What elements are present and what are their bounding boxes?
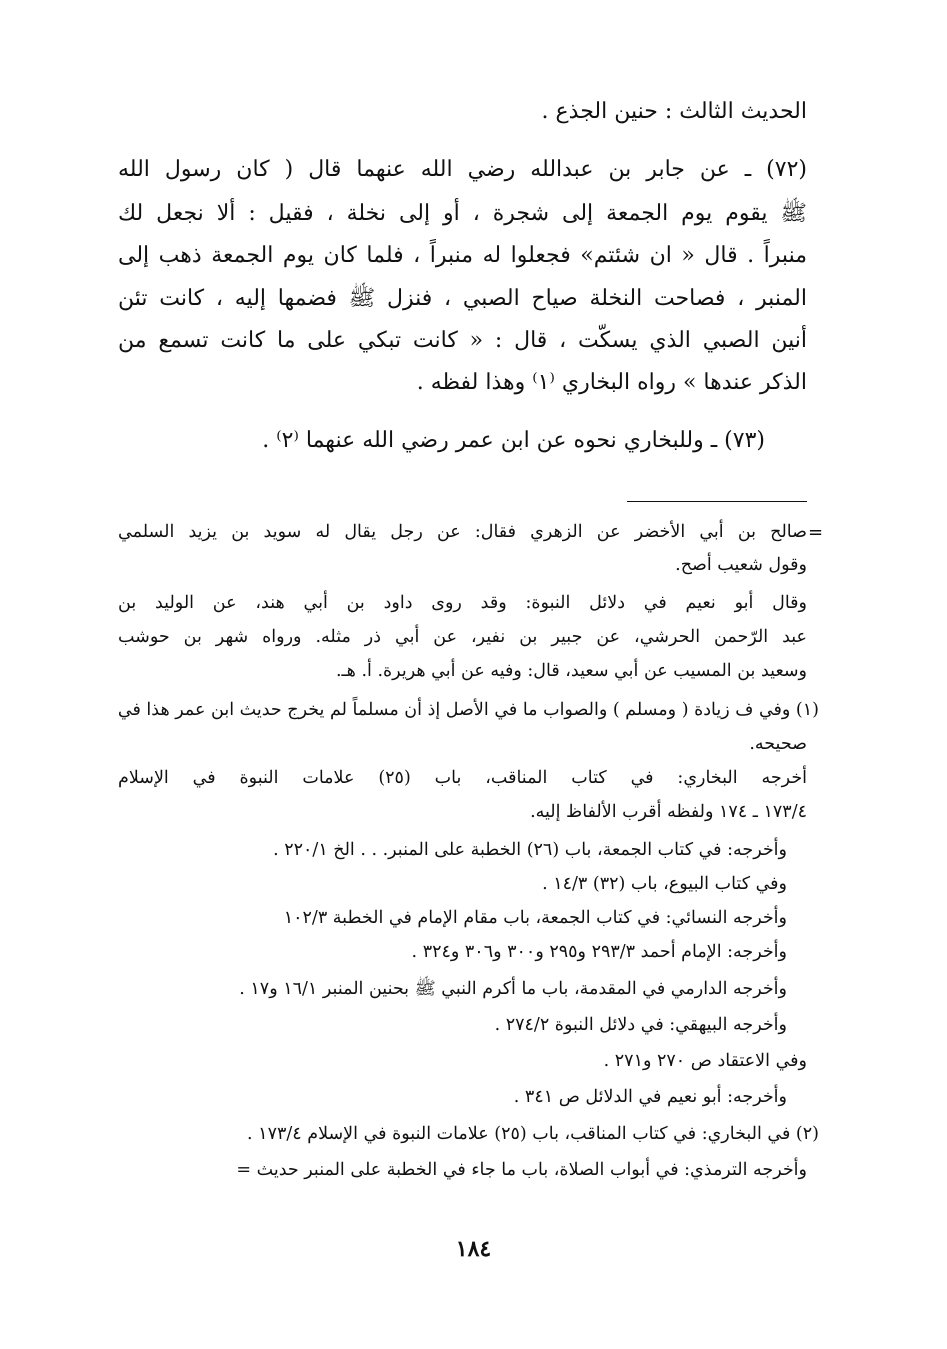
section-heading: الحديث الثالث : حنين الجذع . — [541, 99, 807, 124]
footnote-1-line: وأخرجه: في كتاب الجمعة، باب (٢٦) الخطبة على المنبر. . . الخ ٢٢٠/١ . — [273, 840, 787, 860]
hadith-72-line: (٧٢) ـ عن جابر بن عبدالله رضي الله عنهما قال ( كان رسول الله — [118, 157, 807, 182]
page-number: ١٨٤ — [455, 1236, 492, 1262]
footnote-1-line: وأخرجه: الإمام أحمد ٢٩٣/٣ و٢٩٥ و٣٠٠ و٣٠٦ و٣٢٤ . — [411, 942, 787, 962]
footnote-line: وسعيد بن المسيب عن أبي سعيد، قال: وفيه عن أبي هريرة. أ. هـ. — [335, 661, 807, 681]
hadith-72-line: ﷺ يقوم يوم الجمعة إلى شجرة ، أو إلى نخلة ، فقيل : ألا نجعل لك — [118, 201, 807, 226]
footnote-1-line: وأخرجه البيهقي: في دلائل النبوة ٢٧٤/٢ . — [494, 1015, 787, 1035]
footnote-line: عبد الرّحمن الحرشي، عن جبير بن نفير، عن أبي ذر مثله. ورواه شهر بن حوشب — [118, 627, 807, 647]
hadith-72-line: الذكر عندها » رواه البخاري ⁽١⁾ وهذا لفظه . — [416, 370, 807, 395]
footnote-1-line: صحيحه. — [749, 734, 807, 754]
continuation-marker: = — [808, 522, 824, 543]
footnote-2-line: وأخرجه الترمذي: في أبواب الصلاة، باب ما جاء في الخطبة على المنبر حديث = — [236, 1160, 807, 1180]
footnote-separator — [627, 501, 807, 502]
footnote-1-line: وفي الاعتقاد ص ٢٧٠ و٢٧١ . — [603, 1051, 807, 1071]
footnote-1-line: وأخرجه الدارمي في المقدمة، باب ما أكرم النبي ﷺ بحنين المنبر ١٦/١ و١٧ . — [239, 979, 787, 999]
hadith-72-line: منبراً . قال « ان شئتم» فجعلوا له منبراً ، فلما كان يوم الجمعة ذهب إلى — [118, 243, 807, 268]
footnote-line: وقال أبو نعيم في دلائل النبوة: وقد روى داود بن أبي هند، عن الوليد بن — [118, 593, 807, 613]
footnote-1-line: وأخرجه: أبو نعيم في الدلائل ص ٣٤١ . — [513, 1087, 787, 1107]
footnote-1-line: وأخرجه النسائي: في كتاب الجمعة، باب مقام الإمام في الخطبة ١٠٢/٣ — [283, 908, 787, 928]
footnote-line: وقول شعيب أصح. — [675, 555, 807, 575]
hadith-73: (٧٣) ـ وللبخاري نحوه عن ابن عمر رضي الله عنهما ⁽٢⁾ . — [262, 428, 765, 453]
footnote-1-line: وفي كتاب البيوع، باب (٣٢) ١٤/٣ . — [542, 874, 787, 894]
footnote-2-line: (٢) في البخاري: في كتاب المناقب، باب (٢٥) علامات النبوة في الإسلام ١٧٣/٤ . — [247, 1124, 819, 1144]
footnote-1-line: (١) وفي ف زيادة ( ومسلم ) والصواب ما في الأصل إذ أن مسلماً لم يخرج حديث ابن عمر هذا في — [117, 700, 819, 720]
hadith-72-line: المنبر ، فصاحت النخلة صياح الصبي ، فنزل ﷺ فضمها إليه ، كانت تئن — [118, 286, 807, 311]
footnote-line: صالح بن أبي الأخضر عن الزهري فقال: عن رجل يقال له سويد بن يزيد السلمي — [118, 522, 807, 542]
footnote-1-line: ١٧٣/٤ ـ ١٧٤ ولفظه أقرب الألفاظ إليه. — [530, 802, 807, 822]
footnote-1-line: أخرجه البخاري: في كتاب المناقب، باب (٢٥) علامات النبوة في الإسلام — [118, 768, 807, 788]
hadith-72-line: أنين الصبي الذي يسكّت ، قال : « كانت تبكي على ما كانت تسمع من — [118, 328, 807, 353]
